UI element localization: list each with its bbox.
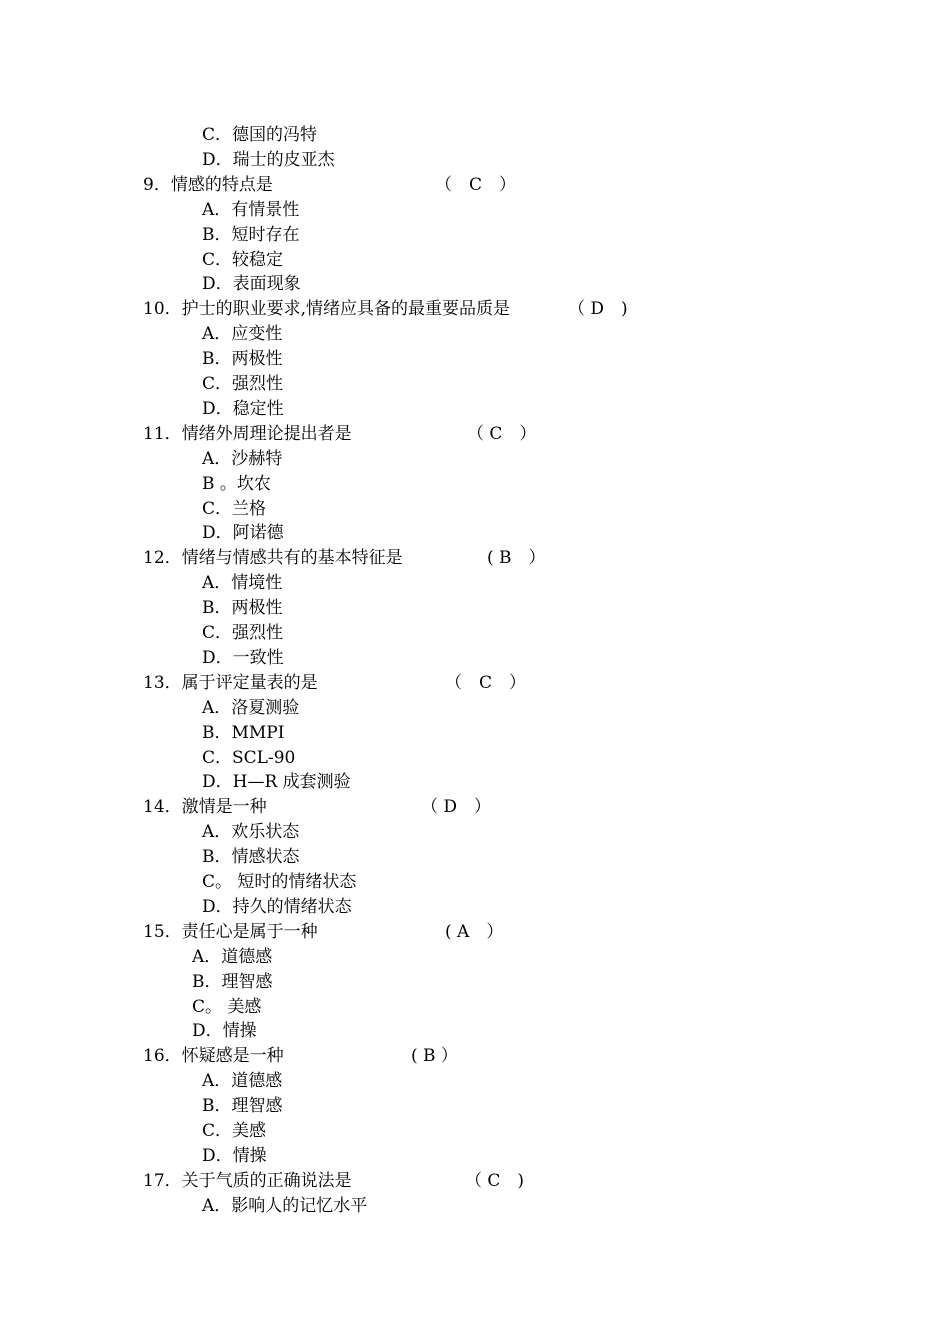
answer-option: A．洛夏测验 bbox=[202, 698, 300, 718]
answer-option: C．美感 bbox=[202, 1121, 267, 1141]
correct-answer: （ D ） bbox=[421, 797, 492, 817]
answer-option: D．持久的情绪状态 bbox=[202, 897, 352, 917]
answer-option: D．瑞士的皮亚杰 bbox=[202, 150, 335, 170]
question-stem: 9．情感的特点是 bbox=[143, 175, 273, 195]
answer-option: B．情感状态 bbox=[202, 847, 300, 867]
answer-option: C．德国的冯特 bbox=[202, 125, 318, 145]
answer-option: C．强烈性 bbox=[202, 374, 284, 394]
answer-option: B．理智感 bbox=[192, 972, 273, 992]
correct-answer: ( A ） bbox=[445, 922, 504, 942]
answer-option: C。 美感 bbox=[192, 997, 262, 1017]
answer-option: B 。坎农 bbox=[202, 474, 271, 494]
answer-option: B．MMPI bbox=[202, 723, 285, 743]
answer-option: D．情操 bbox=[192, 1021, 257, 1041]
answer-option: B．短时存在 bbox=[202, 225, 300, 245]
question-stem: 17．关于气质的正确说法是 bbox=[143, 1171, 352, 1191]
correct-answer: ( B ） bbox=[487, 548, 546, 568]
answer-option: D．一致性 bbox=[202, 648, 284, 668]
correct-answer: （ D ) bbox=[568, 299, 628, 319]
answer-option: B．理智感 bbox=[202, 1096, 283, 1116]
answer-option: A．情境性 bbox=[202, 573, 283, 593]
correct-answer: ( B ） bbox=[411, 1046, 458, 1066]
question-stem: 11．情绪外周理论提出者是 bbox=[143, 424, 352, 444]
answer-option: A．道德感 bbox=[192, 947, 273, 967]
answer-option: D．情操 bbox=[202, 1146, 267, 1166]
question-stem: 13．属于评定量表的是 bbox=[143, 673, 318, 693]
answer-option: D．表面现象 bbox=[202, 274, 301, 294]
answer-option: A．欢乐状态 bbox=[202, 822, 300, 842]
answer-option: A．沙赫特 bbox=[202, 449, 283, 469]
question-stem: 12．情绪与情感共有的基本特征是 bbox=[143, 548, 403, 568]
answer-option: C。 短时的情绪状态 bbox=[202, 872, 357, 892]
answer-option: A．有情景性 bbox=[202, 200, 300, 220]
question-stem: 15．责任心是属于一种 bbox=[143, 922, 318, 942]
answer-option: D．阿诺德 bbox=[202, 523, 284, 543]
answer-option: D．稳定性 bbox=[202, 399, 284, 419]
answer-option: C．SCL-90 bbox=[202, 748, 296, 768]
answer-option: B．两极性 bbox=[202, 598, 283, 618]
answer-option: D．H—R 成套测验 bbox=[202, 772, 351, 792]
answer-option: A．影响人的记忆水平 bbox=[202, 1196, 368, 1216]
correct-answer: （ C ） bbox=[435, 175, 517, 195]
answer-option: C．兰格 bbox=[202, 499, 267, 519]
question-stem: 14．激情是一种 bbox=[143, 797, 267, 817]
correct-answer: （ C ） bbox=[467, 424, 537, 444]
answer-option: A．道德感 bbox=[202, 1071, 283, 1091]
question-stem: 10．护士的职业要求,情绪应具备的最重要品质是 bbox=[143, 299, 511, 319]
answer-option: C．较稳定 bbox=[202, 250, 284, 270]
answer-option: C．强烈性 bbox=[202, 623, 284, 643]
correct-answer: （ C ） bbox=[445, 673, 527, 693]
question-stem: 16．怀疑感是一种 bbox=[143, 1046, 284, 1066]
answer-option: A．应变性 bbox=[202, 324, 283, 344]
answer-option: B．两极性 bbox=[202, 349, 283, 369]
correct-answer: （ C ) bbox=[465, 1171, 525, 1191]
